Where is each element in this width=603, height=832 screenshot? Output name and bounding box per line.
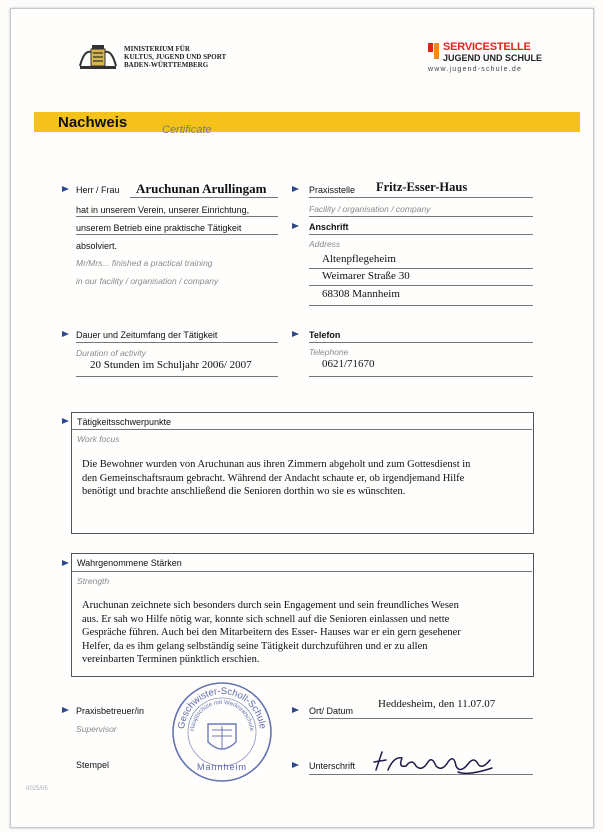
address-en: Address xyxy=(309,239,341,249)
stamp-label: Stempel xyxy=(76,760,110,770)
ministry-line-3: BADEN-WÜRTTEMBERG xyxy=(124,61,209,69)
brand-line-2: JUGEND UND SCHULE xyxy=(443,53,543,63)
stamp-sub-text: Hauptschule mit Werkrealschule xyxy=(189,699,255,732)
duration-en: Duration of activity xyxy=(76,348,146,358)
phone-label: Telefon xyxy=(309,330,341,340)
focus-line: den Gemeinschaftsraum gebracht. Während der Andacht schaute er, ob irgendjemand Hilfe xyxy=(82,472,465,484)
ministry-line-2: KULTUS, JUGEND UND SPORT xyxy=(124,53,227,61)
strengths-text xyxy=(82,599,461,667)
strengths-label: Wahrgenommene Stärken xyxy=(77,558,182,568)
person-text-2: unserem Betrieb eine praktische Tätigkeit xyxy=(76,223,242,233)
strengths-line: Aruchunan zeichnete sich besonders durch sein Engagement und sein freundliches Wesen xyxy=(82,600,459,611)
facility-value: Fritz-Esser-Haus xyxy=(376,180,468,194)
arrow-icon xyxy=(62,186,69,192)
strengths-en: Strength xyxy=(77,576,110,586)
address-label: Anschrift xyxy=(309,222,349,232)
strengths-line: Gespräche führen. Auch bei den Mitarbeitern des Esser- Hauses war er ein gern gesehener xyxy=(82,627,461,638)
strengths-line: aus. Er sah wo Hilfe nötig war, konnte sich schnell auf die Senioren einlassen und nette xyxy=(82,613,450,625)
divider xyxy=(72,429,532,430)
address-line-3: 68308 Mannheim xyxy=(322,288,400,300)
phone-en: Telephone xyxy=(309,347,349,357)
svg-text:Geschwister-Scholl-Schule xyxy=(176,686,268,730)
focus-label: Tätigkeitsschwerpunkte xyxy=(77,417,172,427)
place-date-label: Ort/ Datum xyxy=(309,706,354,716)
facility-en: Facility / organisation / company xyxy=(309,204,431,214)
place-date-value: Heddesheim, den 11.07.07 xyxy=(378,698,496,710)
brand-line-1: SERVICESTELLE xyxy=(443,41,531,53)
strengths-line: vereinbarten Terminen pünktlich erschien. xyxy=(82,654,260,665)
ministry-line-1: MINISTERIUM FÜR xyxy=(124,45,190,53)
stamp-ring-text: Geschwister-Scholl-Schule xyxy=(176,685,268,730)
divider xyxy=(72,571,532,572)
brand-mark-icon xyxy=(428,43,440,61)
focus-en: Work focus xyxy=(77,434,120,444)
brand-url: www.jugend-schule.de xyxy=(428,66,523,73)
person-name: Aruchunan Arullingam xyxy=(136,181,267,196)
divider xyxy=(76,216,278,217)
arrow-icon xyxy=(62,707,69,713)
arrow-icon xyxy=(292,331,299,337)
divider xyxy=(309,285,533,286)
divider xyxy=(309,305,533,306)
arrow-icon xyxy=(292,762,299,768)
supervisor-label: Praxisbetreuer/in xyxy=(76,706,145,716)
stamp-city: Mannheim xyxy=(196,762,248,772)
page-subtitle: Certificate xyxy=(162,124,212,136)
divider xyxy=(76,376,278,377)
phone-value: 0621/71670 xyxy=(322,358,375,370)
divider xyxy=(309,268,533,269)
divider xyxy=(309,718,533,719)
arrow-icon xyxy=(62,418,69,424)
person-en-2: in our facility / organisation / company xyxy=(76,276,219,286)
coat-of-arms-icon xyxy=(78,44,118,70)
person-text-3: absolviert. xyxy=(76,241,118,251)
duration-label: Dauer und Zeitumfang der Tätigkeit xyxy=(76,330,218,340)
arrow-icon xyxy=(62,331,69,337)
divider xyxy=(309,216,533,217)
divider xyxy=(76,234,278,235)
arrow-icon xyxy=(292,707,299,713)
person-en-1: Mr/Mrs... finished a practical training xyxy=(76,258,213,268)
arrow-icon xyxy=(62,560,69,566)
signature-label: Unterschrift xyxy=(309,761,356,771)
divider xyxy=(309,234,533,235)
arrow-icon xyxy=(292,186,299,192)
salutation-label: Herr / Frau xyxy=(76,185,120,195)
divider xyxy=(309,376,533,377)
focus-text xyxy=(82,458,470,499)
divider xyxy=(309,342,533,343)
divider xyxy=(76,342,278,343)
supervisor-en: Supervisor xyxy=(76,724,117,734)
facility-label: Praxisstelle xyxy=(309,185,356,195)
focus-line: Die Bewohner wurden von Aruchunan aus ihren Zimmern abgeholt und zum Gottesdienst in xyxy=(82,459,471,470)
arrow-icon xyxy=(292,223,299,229)
footer-code: 0025/05 xyxy=(26,786,48,792)
divider xyxy=(130,197,278,198)
focus-line: benötigt und brachte anschließend die Senioren dorthin wo sie es wünschten. xyxy=(82,486,406,497)
address-line-1: Altenpflegeheim xyxy=(322,253,396,265)
strengths-line: Helfer, da es ihm gelang selbständig seine Tätigkeit durchzuführen und er zu allen xyxy=(82,640,428,652)
address-line-2: Weimarer Straße 30 xyxy=(322,270,410,282)
divider xyxy=(309,197,533,198)
page-title: Nachweis xyxy=(58,114,128,131)
school-stamp xyxy=(170,680,274,784)
duration-value: 20 Stunden im Schuljahr 2006/ 2007 xyxy=(90,359,252,371)
divider xyxy=(309,774,533,775)
stamp-crest-icon xyxy=(208,724,236,749)
person-text-1: hat in unserem Verein, unserer Einrichtung, xyxy=(76,205,250,215)
